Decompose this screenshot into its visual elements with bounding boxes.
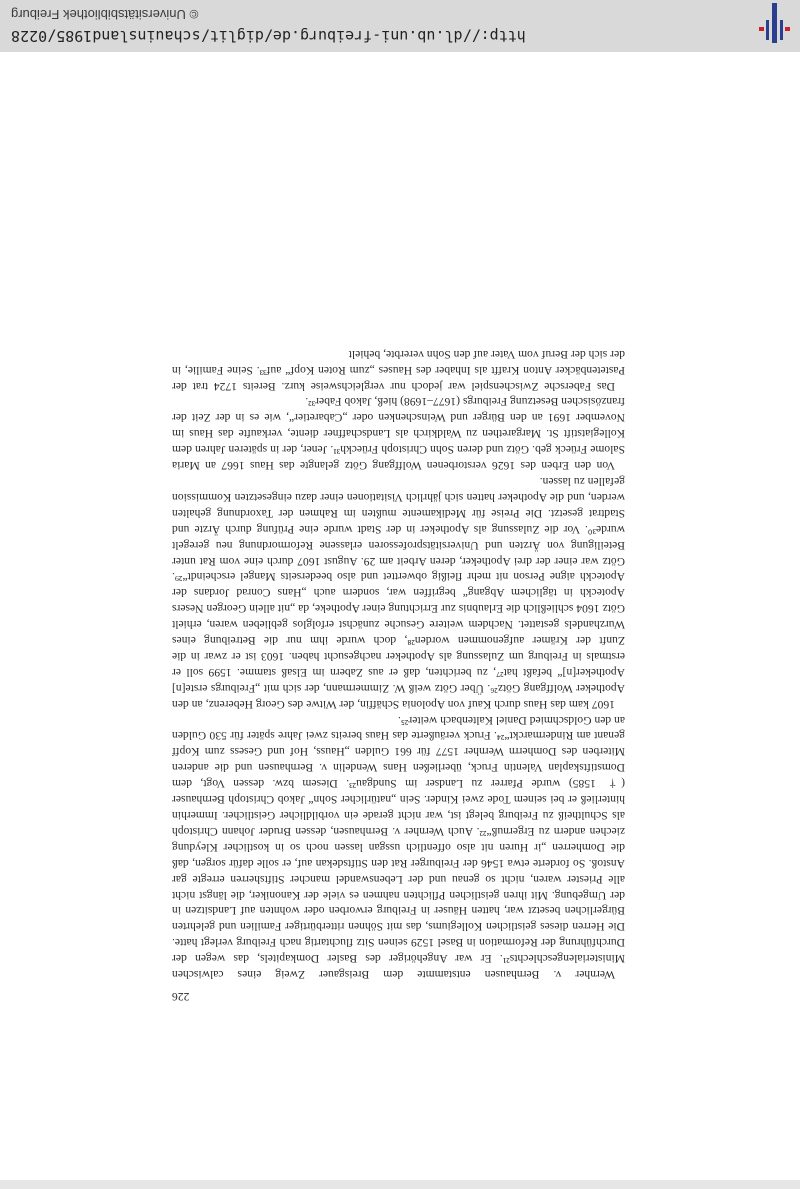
page-number: 226 [172,990,190,1003]
page-text [172,346,625,1004]
institution-name: Universitätsbibliothek Freiburg [11,7,186,22]
paragraph-bernhausen: Wernher v. Bernhausen entstammte dem Breisgauer Zweig eines calwischen Ministerialengeschlechts²¹. Er war Angehöriger des Basler Domkapitels, das wegen der Durchführung der Reformation in Basel 1529 seinen Sitz fluchtartig nach Freiburg verlegt hatte. Die Herren dieses geistlichen Kollegiums, das mit Söhnen ritterbürtiger Familien und gelehrten Bürgerlichen besetzt war, hatten Häuser in Freiburg erworben oder wohnten auf Landsitzen in der Umgebung. Mit ihren geistlichen Pflichten nahmen es viele der Kanoniker, die längst nicht alle Priester waren, nicht so genau und der Lebenswandel mancher Stiftsherren erregte gar Anstoß. So forderte etwa 1546 der Freiburger Rat den Stiftsdekan auf, er solle dafür sorgen, daß die Domherren „ir Huren nit also offentlich ussgan lassen noch so in kostlicher Kleydung ziechen andern zu Ergernuß“²². Auch Wernher v. Bernhausen, dessen Bruder Johann Christoph als Schultheiß zu Freiburg belegt ist, war nicht gerade ein vorbildlicher Geistlicher. Immerhin hinterließ er bei seinem Tode zwei Kinder. Sein „natürlicher Sohn“ Jakob Christoph Bernhauser († 1585) wurde Pfarrer zu Landser im Sundgau²³. Diesem bzw. dessen Vogt, dem Domstiftskaplan Valentin Fruck, überließen Hans Wendelin v. Bernhausen und die anderen Miterben des Domherrn Wernher 1577 für 661 Gulden „Hauss, Hof und Gesess zum Kopff genant am Rindermarckt“²⁴. Fruck veräußerte das Haus bereits zwei Jahre später für 530 Gulden an den Goldschmied Daniel Kaltenbach weiter²⁵. [172,713,625,982]
banner-institution-line [11,7,786,22]
paragraph-frueck: Von den Erben des 1626 verstorbenen Wolffgang Götz gelangte das Haus 1667 an Maria Salome Früeck geb. Götz und deren Sohn Christoph Früeckh³¹. Jener, der in späteren Jahren dem Kollegiatstift St. Margarethen zu Waldkirch als Landschaffner diente, verkaufte das Haus im November 1691 an den Bürger und Weinschenken oder „Cabaretier“, wie es in der Zeit der französischen Besetzung Freiburgs (1677–1698) hieß, Jakob Faber³². [172,395,625,473]
paragraph-goetz: 1607 kam das Haus durch Kauf von Apolonia Schäffin, der Witwe des Georg Heberenz, an den Apotheker Wolffgang Götz²⁶. Über Götz weiß W. Zimmermann, der sich mit „Freiburgs erste[n] Apotheker[n]“ befaßt hat²⁷, zu berichten, daß er aus Zabern im Elsaß stamme. 1599 soll er erstmals in Freiburg um Zulassung als Apotheker nachgesucht haben. 1603 ist er zwar in die Zunft der Krämer aufgenommen worden²⁸, doch wurde ihm nur die Betreibung eines Wurzhandels gestattet. Nachdem weitere Gesuche zunächst erfolglos geblieben waren, erhielt Götz 1604 schließlich die Erlaubnis zur Errichtung einer Apotheke, da „nit allein Georgen Nesers Apoteckh in täglichem Abgang“ begriffen war, sondern auch „Hans Conrad Jordans der Apoteckh aigne Person nit mehr fleißig obwerttet und also beederseits Mangel erscheindt“²⁹. Götz war einer der drei Apotheker, deren Arbeit am 29. August 1607 durch eine vom Rat unter Beteiligung von Ärzten und Universitätsprofessoren erlassene Reformordnung neu geregelt wurde³⁰. Vor die Zulassung als Apotheker in der Stadt wurde eine Prüfung durch Ärzte und Stadtrat gesetzt. Die Preise für Medikamente mußten im Rahmen der Taxordnung gehalten werden, und die Apotheker hatten sich jährlich Visitationen einer dazu eingesetzten Kommission gefallen zu lassen. [172,475,625,711]
bottom-strip [0,1180,800,1189]
document-url-link[interactable]: http://dl.ub.uni-freiburg.de/diglit/schauinsland1985/0228 [11,27,526,45]
copyright-symbol: © [189,7,199,21]
paragraph-faber: Das Fabersche Zwischenspiel war jedoch nur vergleichsweise kurz. Bereits 1724 trat der Pastetenbäcker Anton Krafft als Inhaber des Hauses „zum Roten Kopf“ auf³³. Seine Familie, in der sich der Beruf vom Vater auf den Sohn vererbte, behielt [172,347,625,393]
